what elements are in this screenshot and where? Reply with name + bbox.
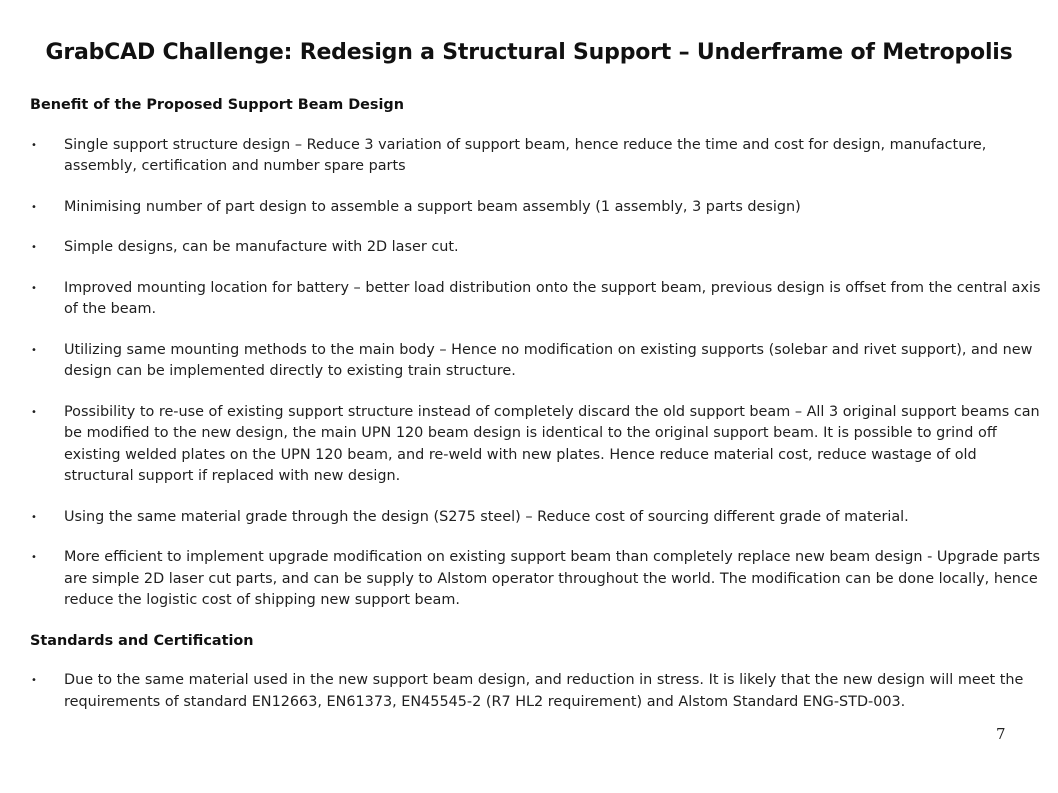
benefits-heading: Benefit of the Proposed Support Beam Design	[30, 97, 404, 113]
bullet-icon: •	[31, 675, 37, 686]
bullet-icon: •	[31, 552, 37, 563]
benefit-text: Simple designs, can be manufacture with 2D laser cut.	[64, 239, 459, 255]
bullet-icon: •	[31, 344, 37, 356]
benefit-item	[30, 402, 1042, 488]
benefit-item	[30, 507, 1042, 529]
slide-content	[30, 95, 1042, 732]
benefit-item	[30, 547, 1042, 612]
bullet-icon: •	[31, 139, 37, 151]
benefit-item	[30, 237, 1042, 259]
benefit-text: Single support structure design – Reduce 3 variation of support beam, hence reduce the time and cost for design, manufacture, assembly, certification and number spare parts	[64, 136, 987, 174]
standards-heading: Standards and Certification	[30, 632, 254, 649]
bullet-icon: •	[31, 406, 37, 418]
benefits-list	[30, 135, 1042, 612]
page-number: 7	[996, 725, 1006, 743]
benefit-text: Using the same material grade through the design (S275 steel) – Reduce cost of sourcing different grade of material.	[64, 508, 909, 525]
benefit-item	[30, 340, 1042, 383]
standards-text: Due to the same material used in the new support beam design, and reduction in stress. It is likely that the new design will meet the requirements of standard EN12663, EN61373, EN45545-2 (R7 HL2 requirement) and Alstom Standard ENG-STD-003.	[64, 672, 1024, 710]
bullet-icon: •	[31, 242, 37, 253]
benefit-text: Improved mounting location for battery – better load distribution onto the support beam, previous design is offset from the central axis of the beam.	[64, 279, 1041, 317]
benefit-item	[30, 278, 1042, 321]
benefit-text: Utilizing same mounting methods to the main body – Hence no modification on existing supports (solebar and rivet support), and new design can be implemented directly to existing train structure.	[64, 341, 1033, 379]
bullet-icon: •	[31, 511, 37, 523]
benefit-item	[30, 197, 1042, 219]
slide-title: GrabCAD Challenge: Redesign a Structural Support – Underframe of Metropolis	[45, 40, 1013, 65]
bullet-icon: •	[31, 201, 37, 213]
benefit-text: Minimising number of part design to assemble a support beam assembly (1 assembly, 3 parts design)	[64, 198, 801, 215]
bullet-icon: •	[31, 282, 37, 294]
standards-item	[30, 670, 1042, 713]
benefit-text: More efficient to implement upgrade modification on existing support beam than completely replace new beam design - Upgrade parts are simple 2D laser cut parts, and can be supply to Alstom operator throughout the world. The modification can be done locally, hence reduce the logistic cost of shipping new support beam.	[64, 549, 1040, 608]
benefit-text: Possibility to re-use of existing support structure instead of completely discard the old support beam – All 3 original support beams can be modified to the new design, the main UPN 120 beam design is identical to the original support beam. It is possible to grind off existing welded plates on the UPN 120 beam, and re-weld with new plates. Hence reduce material cost, reduce wastage of old structural support if replaced with new design.	[64, 403, 1040, 484]
standards-list	[30, 670, 1042, 713]
benefit-item	[30, 135, 1042, 178]
